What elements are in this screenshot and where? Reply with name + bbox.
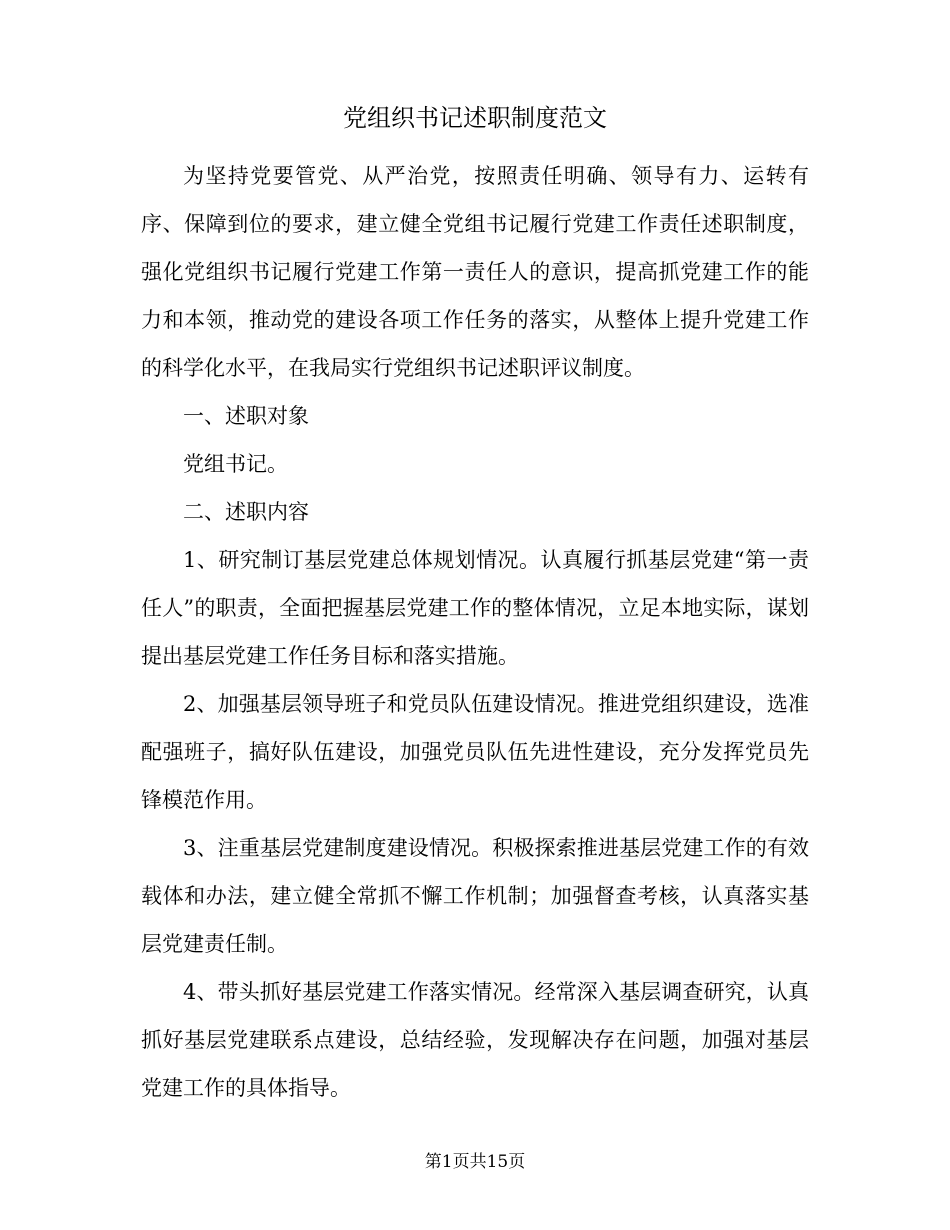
paragraph-item-4: 4、带头抓好基层党建工作落实情况。经常深入基层调查研究，认真抓好基层党建联系点建设，总结经验，发现解决存在问题，加强对基层党建工作的具体指导。	[141, 980, 809, 1100]
paragraph-intro: 为坚持党要管党、从严治党，按照责任明确、领导有力、运转有序、保障到位的要求，建立健全党组书记履行党建工作责任述职制度，强化党组织书记履行党建工作第一责任人的意识，提高抓党建工作的能力和本领，推动党的建设各项工作任务的落实，从整体上提升党建工作的科学化水平，在我局实行党组织书记述职评议制度。	[141, 164, 809, 380]
heading-section-2: 二、述职内容	[183, 500, 309, 524]
heading-section-1: 一、述职对象	[183, 404, 309, 428]
paragraph-item-2: 2、加强基层领导班子和党员队伍建设情况。推进党组织建设，选准配强班子，搞好队伍建设，加强党员队伍先进性建设，充分发挥党员先锋模范作用。	[141, 692, 809, 812]
page-number-footer: 第1页共15页	[424, 1152, 526, 1172]
document-body	[141, 152, 809, 1112]
paragraph-section-1: 党组书记。	[183, 452, 288, 476]
paragraph-item-1: 1、研究制订基层党建总体规划情况。认真履行抓基层党建“第一责任人”的职责，全面把握基层党建工作的整体情况，立足本地实际，谋划提出基层党建工作任务目标和落实措施。	[141, 548, 809, 668]
document-title: 党组织书记述职制度范文	[343, 104, 607, 132]
paragraph-item-3: 3、注重基层党建制度建设情况。积极探索推进基层党建工作的有效载体和办法，建立健全常抓不懈工作机制；加强督查考核，认真落实基层党建责任制。	[141, 836, 809, 956]
